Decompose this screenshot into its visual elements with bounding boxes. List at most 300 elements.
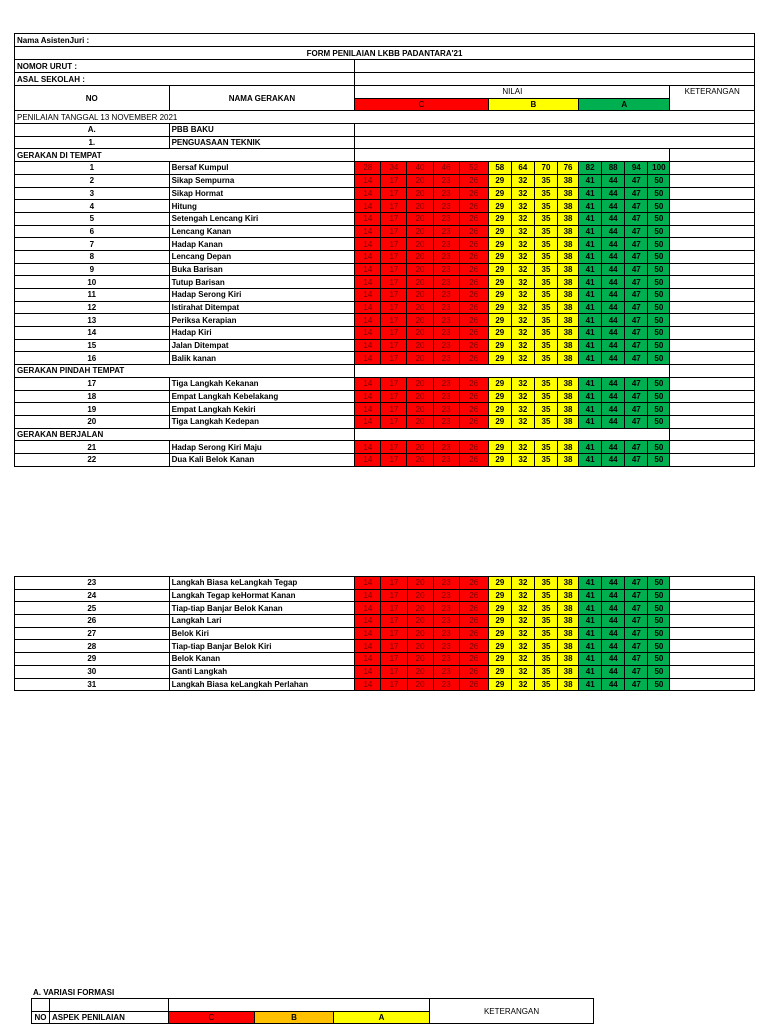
nomor-urut-field[interactable] [355, 60, 755, 73]
score-cell[interactable]: 17 [381, 665, 407, 678]
score-cell[interactable]: 35 [534, 377, 557, 390]
keterangan-cell[interactable] [670, 653, 755, 666]
score-cell[interactable]: 29 [488, 577, 511, 590]
score-cell[interactable]: 26 [459, 250, 488, 263]
score-cell[interactable]: 50 [648, 276, 670, 289]
score-cell[interactable]: 14 [355, 187, 381, 200]
score-cell[interactable]: 17 [381, 352, 407, 365]
score-cell[interactable]: 35 [534, 403, 557, 416]
score-cell[interactable]: 35 [534, 263, 557, 276]
score-cell[interactable]: 26 [459, 352, 488, 365]
keterangan-cell[interactable] [670, 589, 755, 602]
score-cell[interactable]: 41 [579, 174, 602, 187]
score-cell[interactable]: 26 [459, 415, 488, 428]
score-cell[interactable]: 44 [602, 589, 625, 602]
score-cell[interactable]: 32 [511, 615, 534, 628]
score-cell[interactable]: 58 [488, 162, 511, 175]
score-cell[interactable]: 32 [511, 289, 534, 302]
keterangan-cell[interactable] [670, 174, 755, 187]
score-cell[interactable]: 47 [625, 602, 648, 615]
score-cell[interactable]: 26 [459, 653, 488, 666]
score-cell[interactable]: 29 [488, 589, 511, 602]
score-cell[interactable]: 29 [488, 174, 511, 187]
score-cell[interactable]: 76 [558, 162, 579, 175]
score-cell[interactable]: 38 [558, 250, 579, 263]
score-cell[interactable]: 29 [488, 665, 511, 678]
keterangan-cell[interactable] [670, 187, 755, 200]
score-cell[interactable]: 35 [534, 174, 557, 187]
keterangan-cell[interactable] [670, 339, 755, 352]
score-cell[interactable]: 50 [648, 174, 670, 187]
score-cell[interactable]: 14 [355, 441, 381, 454]
score-cell[interactable]: 29 [488, 263, 511, 276]
score-cell[interactable]: 38 [558, 314, 579, 327]
score-cell[interactable]: 23 [433, 289, 459, 302]
score-cell[interactable]: 38 [558, 238, 579, 251]
score-cell[interactable]: 14 [355, 678, 381, 691]
score-cell[interactable]: 20 [407, 403, 433, 416]
score-cell[interactable]: 44 [602, 640, 625, 653]
score-cell[interactable]: 32 [511, 589, 534, 602]
keterangan-cell[interactable] [670, 314, 755, 327]
score-cell[interactable]: 32 [511, 276, 534, 289]
keterangan-cell[interactable] [670, 352, 755, 365]
score-cell[interactable]: 32 [511, 441, 534, 454]
score-cell[interactable]: 35 [534, 390, 557, 403]
score-cell[interactable]: 26 [459, 289, 488, 302]
score-cell[interactable]: 23 [433, 301, 459, 314]
score-cell[interactable]: 40 [407, 162, 433, 175]
score-cell[interactable]: 41 [579, 377, 602, 390]
score-cell[interactable]: 41 [579, 225, 602, 238]
score-cell[interactable]: 94 [625, 162, 648, 175]
keterangan-cell[interactable] [670, 577, 755, 590]
keterangan-cell[interactable] [670, 615, 755, 628]
score-cell[interactable]: 38 [558, 212, 579, 225]
score-cell[interactable]: 26 [459, 589, 488, 602]
score-cell[interactable]: 47 [625, 276, 648, 289]
score-cell[interactable]: 20 [407, 327, 433, 340]
score-cell[interactable]: 26 [459, 339, 488, 352]
score-cell[interactable]: 47 [625, 577, 648, 590]
score-cell[interactable]: 41 [579, 602, 602, 615]
score-cell[interactable]: 32 [511, 327, 534, 340]
score-cell[interactable]: 29 [488, 327, 511, 340]
score-cell[interactable]: 44 [602, 453, 625, 466]
score-cell[interactable]: 14 [355, 327, 381, 340]
score-cell[interactable]: 26 [459, 276, 488, 289]
score-cell[interactable]: 44 [602, 653, 625, 666]
score-cell[interactable]: 14 [355, 627, 381, 640]
score-cell[interactable]: 29 [488, 377, 511, 390]
score-cell[interactable]: 17 [381, 339, 407, 352]
score-cell[interactable]: 20 [407, 187, 433, 200]
score-cell[interactable]: 23 [433, 678, 459, 691]
score-cell[interactable]: 50 [648, 589, 670, 602]
score-cell[interactable]: 47 [625, 453, 648, 466]
score-cell[interactable]: 44 [602, 212, 625, 225]
score-cell[interactable]: 29 [488, 415, 511, 428]
score-cell[interactable]: 47 [625, 174, 648, 187]
score-cell[interactable]: 23 [433, 212, 459, 225]
score-cell[interactable]: 35 [534, 441, 557, 454]
score-cell[interactable]: 23 [433, 453, 459, 466]
score-cell[interactable]: 14 [355, 665, 381, 678]
score-cell[interactable]: 50 [648, 678, 670, 691]
score-cell[interactable]: 44 [602, 276, 625, 289]
score-cell[interactable]: 44 [602, 289, 625, 302]
score-cell[interactable]: 14 [355, 615, 381, 628]
score-cell[interactable]: 26 [459, 377, 488, 390]
score-cell[interactable]: 20 [407, 640, 433, 653]
score-cell[interactable]: 38 [558, 289, 579, 302]
score-cell[interactable]: 47 [625, 263, 648, 276]
score-cell[interactable]: 50 [648, 403, 670, 416]
score-cell[interactable]: 32 [511, 212, 534, 225]
score-cell[interactable]: 38 [558, 390, 579, 403]
score-cell[interactable]: 32 [511, 403, 534, 416]
keterangan-cell[interactable] [670, 441, 755, 454]
score-cell[interactable]: 14 [355, 653, 381, 666]
score-cell[interactable]: 20 [407, 678, 433, 691]
score-cell[interactable]: 20 [407, 441, 433, 454]
score-cell[interactable]: 23 [433, 589, 459, 602]
score-cell[interactable]: 17 [381, 238, 407, 251]
score-cell[interactable]: 17 [381, 602, 407, 615]
score-cell[interactable]: 50 [648, 339, 670, 352]
score-cell[interactable]: 35 [534, 339, 557, 352]
score-cell[interactable]: 32 [511, 453, 534, 466]
score-cell[interactable]: 88 [602, 162, 625, 175]
score-cell[interactable]: 14 [355, 377, 381, 390]
score-cell[interactable]: 32 [511, 640, 534, 653]
score-cell[interactable]: 32 [511, 577, 534, 590]
keterangan-cell[interactable] [670, 390, 755, 403]
score-cell[interactable]: 41 [579, 314, 602, 327]
score-cell[interactable]: 32 [511, 225, 534, 238]
score-cell[interactable]: 35 [535, 577, 558, 590]
keterangan-cell[interactable] [670, 200, 755, 213]
score-cell[interactable]: 26 [459, 627, 488, 640]
score-cell[interactable]: 17 [381, 415, 407, 428]
score-cell[interactable]: 38 [558, 453, 579, 466]
score-cell[interactable]: 14 [355, 238, 381, 251]
score-cell[interactable]: 50 [648, 577, 670, 590]
score-cell[interactable]: 20 [407, 352, 433, 365]
score-cell[interactable]: 17 [381, 678, 407, 691]
score-cell[interactable]: 14 [355, 212, 381, 225]
score-cell[interactable]: 44 [602, 327, 625, 340]
score-cell[interactable]: 41 [579, 263, 602, 276]
score-cell[interactable]: 14 [355, 589, 381, 602]
score-cell[interactable]: 35 [535, 602, 558, 615]
score-cell[interactable]: 26 [459, 187, 488, 200]
score-cell[interactable]: 41 [579, 577, 602, 590]
score-cell[interactable]: 50 [648, 301, 670, 314]
score-cell[interactable]: 35 [534, 225, 557, 238]
score-cell[interactable]: 20 [407, 238, 433, 251]
score-cell[interactable]: 44 [602, 225, 625, 238]
score-cell[interactable]: 17 [381, 327, 407, 340]
score-cell[interactable]: 44 [602, 174, 625, 187]
score-cell[interactable]: 44 [602, 390, 625, 403]
score-cell[interactable]: 20 [407, 276, 433, 289]
score-cell[interactable]: 50 [648, 665, 670, 678]
score-cell[interactable]: 38 [558, 415, 579, 428]
score-cell[interactable]: 38 [558, 327, 579, 340]
score-cell[interactable]: 23 [433, 352, 459, 365]
score-cell[interactable]: 23 [433, 225, 459, 238]
score-cell[interactable]: 47 [625, 212, 648, 225]
score-cell[interactable]: 35 [534, 238, 557, 251]
score-cell[interactable]: 44 [602, 301, 625, 314]
score-cell[interactable]: 14 [355, 289, 381, 302]
score-cell[interactable]: 50 [648, 653, 670, 666]
score-cell[interactable]: 38 [558, 589, 579, 602]
score-cell[interactable]: 32 [511, 627, 534, 640]
score-cell[interactable]: 47 [625, 403, 648, 416]
score-cell[interactable]: 29 [488, 352, 511, 365]
score-cell[interactable]: 17 [381, 289, 407, 302]
score-cell[interactable]: 29 [488, 187, 511, 200]
score-cell[interactable]: 38 [558, 200, 579, 213]
score-cell[interactable]: 32 [511, 653, 534, 666]
score-cell[interactable]: 17 [381, 453, 407, 466]
score-cell[interactable]: 23 [433, 640, 459, 653]
score-cell[interactable]: 70 [534, 162, 557, 175]
score-cell[interactable]: 41 [579, 589, 602, 602]
score-cell[interactable]: 28 [355, 162, 381, 175]
score-cell[interactable]: 41 [579, 453, 602, 466]
score-cell[interactable]: 47 [625, 352, 648, 365]
score-cell[interactable]: 32 [511, 415, 534, 428]
score-cell[interactable]: 32 [511, 339, 534, 352]
score-cell[interactable]: 23 [433, 377, 459, 390]
score-cell[interactable]: 20 [407, 289, 433, 302]
score-cell[interactable]: 23 [433, 339, 459, 352]
score-cell[interactable]: 20 [407, 453, 433, 466]
keterangan-cell[interactable] [670, 602, 755, 615]
score-cell[interactable]: 14 [355, 577, 381, 590]
score-cell[interactable]: 29 [488, 250, 511, 263]
score-cell[interactable]: 38 [558, 352, 579, 365]
score-cell[interactable]: 26 [459, 174, 488, 187]
score-cell[interactable]: 35 [534, 289, 557, 302]
score-cell[interactable]: 41 [579, 238, 602, 251]
score-cell[interactable]: 50 [648, 390, 670, 403]
score-cell[interactable]: 29 [488, 212, 511, 225]
score-cell[interactable]: 44 [602, 678, 625, 691]
score-cell[interactable]: 14 [355, 453, 381, 466]
score-cell[interactable]: 46 [433, 162, 459, 175]
score-cell[interactable]: 17 [381, 174, 407, 187]
keterangan-cell[interactable] [670, 162, 755, 175]
score-cell[interactable]: 44 [602, 314, 625, 327]
score-cell[interactable]: 20 [407, 263, 433, 276]
score-cell[interactable]: 38 [558, 403, 579, 416]
score-cell[interactable]: 20 [407, 602, 433, 615]
score-cell[interactable]: 32 [511, 390, 534, 403]
score-cell[interactable]: 47 [625, 615, 648, 628]
keterangan-cell[interactable] [670, 212, 755, 225]
score-cell[interactable]: 38 [558, 640, 579, 653]
score-cell[interactable]: 44 [602, 577, 625, 590]
score-cell[interactable]: 35 [534, 314, 557, 327]
score-cell[interactable]: 44 [602, 238, 625, 251]
score-cell[interactable]: 50 [648, 187, 670, 200]
score-cell[interactable]: 44 [602, 627, 625, 640]
score-cell[interactable]: 47 [625, 289, 648, 302]
score-cell[interactable]: 47 [625, 589, 648, 602]
score-cell[interactable]: 50 [648, 441, 670, 454]
score-cell[interactable]: 32 [511, 301, 534, 314]
score-cell[interactable]: 35 [534, 276, 557, 289]
score-cell[interactable]: 35 [534, 352, 557, 365]
score-cell[interactable]: 50 [648, 453, 670, 466]
score-cell[interactable]: 14 [355, 390, 381, 403]
score-cell[interactable]: 14 [355, 200, 381, 213]
score-cell[interactable]: 44 [602, 263, 625, 276]
score-cell[interactable]: 82 [579, 162, 602, 175]
score-cell[interactable]: 35 [535, 627, 558, 640]
score-cell[interactable]: 14 [355, 403, 381, 416]
score-cell[interactable]: 32 [511, 314, 534, 327]
score-cell[interactable]: 14 [355, 602, 381, 615]
score-cell[interactable]: 26 [459, 453, 488, 466]
score-cell[interactable]: 23 [433, 441, 459, 454]
score-cell[interactable]: 38 [558, 665, 579, 678]
score-cell[interactable]: 26 [459, 678, 488, 691]
keterangan-cell[interactable] [670, 678, 755, 691]
score-cell[interactable]: 17 [381, 250, 407, 263]
score-cell[interactable]: 17 [381, 640, 407, 653]
score-cell[interactable]: 47 [625, 441, 648, 454]
score-cell[interactable]: 20 [407, 174, 433, 187]
score-cell[interactable]: 14 [355, 263, 381, 276]
asal-sekolah-field[interactable] [355, 73, 755, 86]
score-cell[interactable]: 32 [511, 187, 534, 200]
score-cell[interactable]: 14 [355, 640, 381, 653]
score-cell[interactable]: 50 [648, 250, 670, 263]
score-cell[interactable]: 38 [558, 678, 579, 691]
score-cell[interactable]: 23 [433, 250, 459, 263]
score-cell[interactable]: 47 [625, 390, 648, 403]
keterangan-cell[interactable] [670, 640, 755, 653]
score-cell[interactable]: 26 [459, 615, 488, 628]
score-cell[interactable]: 38 [558, 615, 579, 628]
score-cell[interactable]: 35 [534, 212, 557, 225]
score-cell[interactable]: 17 [381, 212, 407, 225]
score-cell[interactable]: 26 [459, 225, 488, 238]
score-cell[interactable]: 20 [407, 627, 433, 640]
score-cell[interactable]: 38 [558, 627, 579, 640]
score-cell[interactable]: 14 [355, 276, 381, 289]
score-cell[interactable]: 20 [407, 415, 433, 428]
keterangan-cell[interactable] [670, 250, 755, 263]
score-cell[interactable]: 38 [558, 602, 579, 615]
score-cell[interactable]: 41 [579, 678, 602, 691]
score-cell[interactable]: 35 [534, 250, 557, 263]
score-cell[interactable]: 17 [381, 301, 407, 314]
score-cell[interactable]: 47 [625, 327, 648, 340]
score-cell[interactable]: 20 [407, 615, 433, 628]
score-cell[interactable]: 47 [625, 187, 648, 200]
score-cell[interactable]: 44 [602, 403, 625, 416]
score-cell[interactable]: 17 [381, 577, 407, 590]
score-cell[interactable]: 29 [488, 314, 511, 327]
score-cell[interactable]: 14 [355, 415, 381, 428]
score-cell[interactable]: 47 [625, 665, 648, 678]
score-cell[interactable]: 47 [625, 301, 648, 314]
score-cell[interactable]: 50 [648, 627, 670, 640]
score-cell[interactable]: 34 [381, 162, 407, 175]
score-cell[interactable]: 44 [602, 200, 625, 213]
keterangan-cell[interactable] [670, 301, 755, 314]
score-cell[interactable]: 23 [433, 665, 459, 678]
score-cell[interactable]: 50 [648, 327, 670, 340]
score-cell[interactable]: 64 [511, 162, 534, 175]
keterangan-cell[interactable] [670, 289, 755, 302]
score-cell[interactable]: 20 [407, 339, 433, 352]
score-cell[interactable]: 47 [625, 377, 648, 390]
score-cell[interactable]: 23 [433, 276, 459, 289]
score-cell[interactable]: 23 [433, 327, 459, 340]
score-cell[interactable]: 41 [579, 289, 602, 302]
score-cell[interactable]: 41 [579, 187, 602, 200]
score-cell[interactable]: 41 [579, 212, 602, 225]
score-cell[interactable]: 29 [488, 640, 511, 653]
score-cell[interactable]: 47 [625, 238, 648, 251]
score-cell[interactable]: 32 [511, 238, 534, 251]
score-cell[interactable]: 23 [433, 602, 459, 615]
score-cell[interactable]: 29 [488, 403, 511, 416]
score-cell[interactable]: 29 [488, 390, 511, 403]
score-cell[interactable]: 41 [579, 301, 602, 314]
score-cell[interactable]: 32 [511, 377, 534, 390]
score-cell[interactable]: 14 [355, 314, 381, 327]
keterangan-cell[interactable] [670, 327, 755, 340]
score-cell[interactable]: 47 [625, 678, 648, 691]
score-cell[interactable]: 44 [602, 665, 625, 678]
score-cell[interactable]: 41 [579, 640, 602, 653]
score-cell[interactable]: 20 [407, 314, 433, 327]
score-cell[interactable]: 17 [381, 187, 407, 200]
score-cell[interactable]: 20 [407, 250, 433, 263]
score-cell[interactable]: 44 [602, 187, 625, 200]
score-cell[interactable]: 17 [381, 314, 407, 327]
score-cell[interactable]: 50 [648, 200, 670, 213]
score-cell[interactable]: 32 [511, 602, 534, 615]
score-cell[interactable]: 26 [459, 200, 488, 213]
score-cell[interactable]: 26 [459, 212, 488, 225]
score-cell[interactable]: 23 [433, 263, 459, 276]
keterangan-cell[interactable] [670, 238, 755, 251]
score-cell[interactable]: 47 [625, 339, 648, 352]
score-cell[interactable]: 23 [433, 577, 459, 590]
score-cell[interactable]: 20 [407, 653, 433, 666]
score-cell[interactable]: 35 [535, 653, 558, 666]
score-cell[interactable]: 29 [488, 627, 511, 640]
score-cell[interactable]: 38 [558, 187, 579, 200]
score-cell[interactable]: 14 [355, 250, 381, 263]
score-cell[interactable]: 50 [648, 212, 670, 225]
score-cell[interactable]: 41 [579, 403, 602, 416]
score-cell[interactable]: 41 [579, 339, 602, 352]
score-cell[interactable]: 29 [488, 602, 511, 615]
score-cell[interactable]: 47 [625, 627, 648, 640]
score-cell[interactable]: 20 [407, 577, 433, 590]
score-cell[interactable]: 50 [648, 238, 670, 251]
